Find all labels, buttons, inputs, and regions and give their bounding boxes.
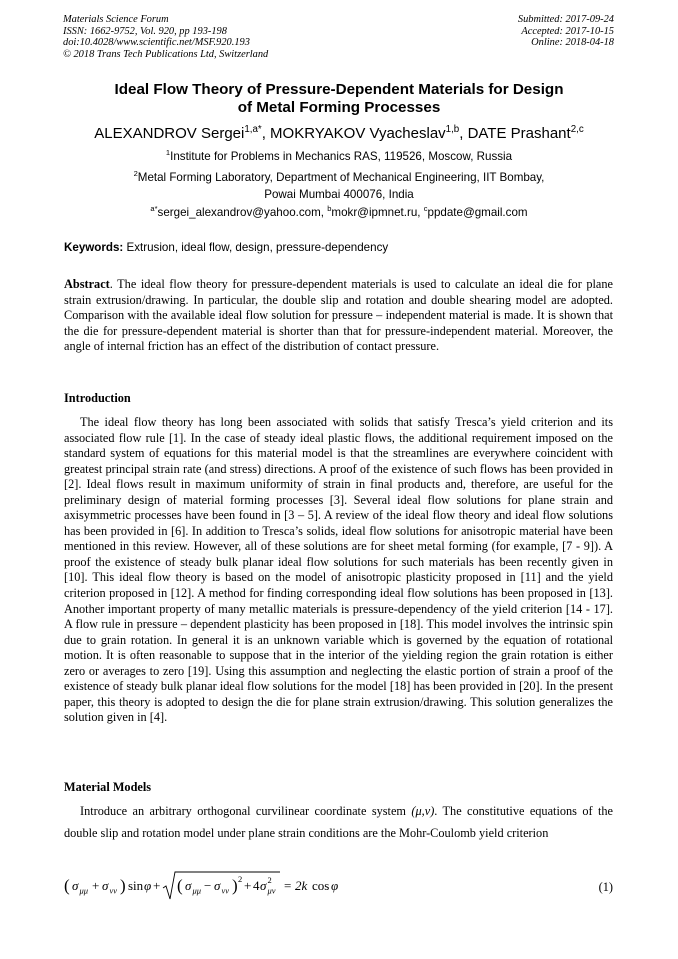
- copyright-line: © 2018 Trans Tech Publications Ltd, Switzerland: [63, 48, 269, 60]
- paragraph-text: Introduce an arbitrary orthogonal curvilinear coordinate system: [80, 804, 412, 818]
- eq-cos: cos: [312, 878, 330, 893]
- email-sup: b: [327, 204, 332, 214]
- email-sup: a*: [150, 204, 158, 214]
- accepted-date: Accepted: 2017-10-15: [521, 25, 614, 37]
- author-separator: ,: [261, 125, 271, 142]
- eq-sigma: σ: [72, 878, 79, 893]
- eq-minus: −: [204, 878, 212, 893]
- equation-formula: [64, 869, 364, 903]
- author-affil-sup: 2,c: [570, 124, 584, 135]
- issn-line: ISSN: 1662-9752, Vol. 920, pp 193-198: [63, 25, 227, 37]
- eq-subscript: μμ: [192, 885, 202, 896]
- eq-sigma: σ: [214, 878, 221, 893]
- author-list: [40, 124, 638, 143]
- submitted-date: Submitted: 2017-09-24: [517, 14, 614, 25]
- eq-phi: φ: [331, 878, 339, 893]
- eq-rparen: ): [232, 876, 238, 895]
- affiliation-2: [60, 170, 618, 203]
- eq-subscript: νν: [109, 885, 118, 896]
- eq-sigma: σ: [260, 878, 267, 893]
- material-models-heading: Material Models: [64, 780, 152, 794]
- eq-subscript: μν: [267, 885, 276, 896]
- author-affil-sup: 1,b: [445, 124, 460, 135]
- eq-2k: 2k: [295, 878, 308, 893]
- affiliation-text: Institute for Problems in Mechanics RAS, 119526, Moscow, Russia: [170, 150, 513, 163]
- author-separator: ,: [459, 125, 468, 142]
- online-date: Online: 2018-04-18: [531, 37, 614, 48]
- eq-subscript: μμ: [79, 885, 89, 896]
- introduction-heading: Introduction: [64, 391, 131, 405]
- email-address[interactable]: ppdate@gmail.com: [427, 206, 528, 219]
- equation-number: (1): [598, 880, 613, 894]
- eq-plus: +: [244, 878, 252, 893]
- material-models-paragraph: [64, 800, 613, 844]
- author-emails: [60, 205, 618, 222]
- author-name: ALEXANDROV Sergei: [94, 125, 245, 142]
- eq-sin: sin: [128, 878, 144, 893]
- author-affil-sup: 1,a*: [244, 124, 262, 135]
- eq-plus: +: [92, 878, 100, 893]
- equation-1: [64, 869, 613, 903]
- author-name: MOKRYAKOV Vyacheslav: [270, 125, 446, 142]
- eq-sigma: σ: [185, 878, 192, 893]
- email-address[interactable]: sergei_alexandrov@yahoo.com,: [157, 206, 328, 219]
- title-line-1: Ideal Flow Theory of Pressure-Dependent Materials for Design: [114, 81, 564, 98]
- eq-lparen: (: [177, 876, 183, 895]
- affiliation-text: Powai Mumbai 400076, India: [264, 187, 414, 201]
- affiliation-sup: 1: [165, 148, 171, 158]
- paragraph-text: . The constitutive equations of the double slip and rotation model under plane strain conditions are the Mohr-Coulomb yield criterion: [64, 804, 613, 840]
- eq-subscript: νν: [221, 885, 230, 896]
- eq-plus: +: [153, 878, 161, 893]
- eq-rparen: ): [120, 876, 126, 895]
- doi-line: doi:10.4028/www.scientific.net/MSF.920.193: [63, 37, 250, 48]
- author-name: DATE Prashant: [467, 125, 571, 142]
- introduction-paragraph: The ideal flow theory has long been associated with solids that satisfy Tresca’s yield criterion and its associated flow rule [1]. In the case of steady ideal plastic flows, the additional requirement imposed on the standard system of equations for this material model is that the streamlines are everywhere coincident with greatest principal strain rate (and stress) directions. A proof of the existence of such flows has been provided in [2]. Ideal flows result in maximum uniformity of strain in final products and, therefore, are useful for the preliminary design of material forming processes [3]. Several ideal flow solutions for plane strain and axisymmetric processes have been found in [3 – 5]. A review of the ideal flow theory and ideal flow solutions has been provided in [6]. In addition to Tresca’s solids, ideal flow solutions for anisotropic material have been mentioned in this review. However, all of these solutions are for sheet metal forming (for example, [7 - 9]). A proof the existence of steady bulk planar ideal flow solutions for such materials has been recently given in [10]. This ideal flow theory is based on the model of anisotropic plasticity proposed in [11] and the yield criterion proposed in [12]. A method for finding corresponding ideal flow solutions has been proposed in [13]. Another important property of many metallic materials is pressure-dependency of the yield criterion [14 - 17]. A flow rule in pressure – dependent plasticity has been proposed in [18]. This model involves the intrinsic spin due to grain rotation. In general it is an unknown variable which is governed by the equation of rotational motion. It is often reasonable to suppose that in the interior of the yielding region the grain rotation is either zero or averages to zero [19]. Using this assumption and neglecting the elastic portion of strain a proof of the existence of steady bulk planar ideal flow solutions for the model [18] has been provided in [20]. In the present paper, this theory is adopted to design the die for plane strain extrusion/drawing. This solution generalizes the solution given in [4].: [64, 415, 613, 725]
- paper-title: [60, 81, 618, 117]
- eq-square: 2: [238, 874, 243, 884]
- eq-four: 4: [253, 878, 260, 893]
- journal-name: Materials Science Forum: [63, 14, 169, 25]
- coordinate-system: (μ,ν): [411, 804, 435, 818]
- eq-phi: φ: [144, 878, 152, 893]
- affiliation-text: Metal Forming Laboratory, Department of Mechanical Engineering, IIT Bombay,: [137, 171, 545, 184]
- affiliation-sup: 2: [133, 169, 138, 179]
- keywords-label: Keywords:: [64, 241, 124, 254]
- abstract-label: Abstract: [64, 277, 110, 291]
- eq-lparen: (: [64, 876, 70, 895]
- keywords-text: Extrusion, ideal flow, design, pressure-dependency: [123, 241, 389, 254]
- eq-sigma: σ: [102, 878, 109, 893]
- journal-header-right: [518, 14, 614, 49]
- affiliation-1: [60, 149, 618, 166]
- email-address[interactable]: mokr@ipmnet.ru,: [331, 206, 424, 219]
- title-line-2: of Metal Forming Processes: [237, 99, 441, 116]
- journal-header-left: [63, 14, 268, 60]
- abstract-text: . The ideal flow theory for pressure-dependent materials is used to calculate an ideal die for plane strain extrusion/drawing. In particular, the double slip and rotation and double shearing model are adopted. Comparison with the available ideal flow solution for pressure – independent material is made. It is shown that the die for pressure-dependent material is shorter than that for pressure-independent material. Moreover, the angle of internal friction has an effect of the distribution of contact pressure.: [64, 277, 613, 354]
- eq-equals: =: [284, 878, 292, 893]
- email-sup: c: [423, 204, 428, 214]
- keywords: [64, 240, 388, 255]
- abstract: [64, 277, 613, 355]
- eq-square: 2: [267, 875, 272, 885]
